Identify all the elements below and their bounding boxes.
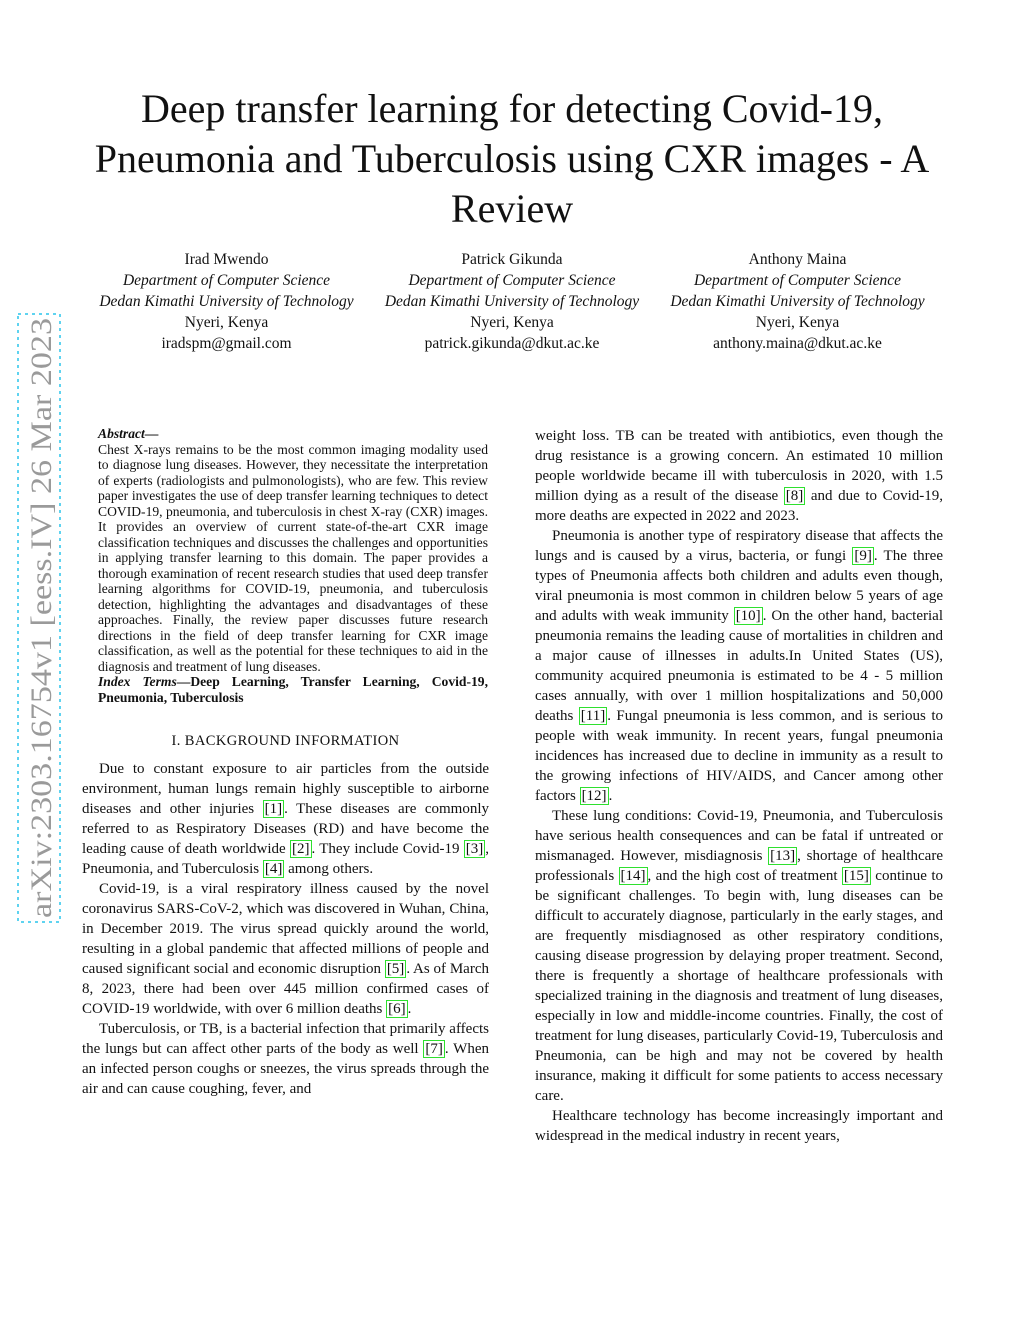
author-1	[84, 249, 369, 354]
author-city: Nyeri, Kenya	[184, 314, 269, 331]
index-terms	[98, 674, 488, 705]
author-university: Dedan Kimathi University of Technology	[670, 293, 925, 310]
title-line: Review	[450, 186, 574, 231]
author-department: Department of Computer Science	[693, 272, 902, 289]
abstract	[98, 426, 488, 674]
right-paragraphs	[535, 426, 943, 1146]
citation-link[interactable]: [9]	[854, 548, 872, 564]
citation-link[interactable]: [2]	[292, 841, 310, 857]
author-department: Department of Computer Science	[408, 272, 616, 289]
citation-link[interactable]: [14]	[620, 868, 646, 884]
author-name: Irad Mwendo	[184, 251, 269, 268]
index-terms-label: Index Terms	[98, 674, 177, 689]
citation-link[interactable]: [12]	[581, 788, 607, 804]
author-city: Nyeri, Kenya	[755, 314, 840, 331]
arxiv-stamp	[14, 312, 64, 924]
author-city: Nyeri, Kenya	[470, 314, 554, 331]
citation-link[interactable]: [4]	[264, 861, 283, 877]
author-email[interactable]: anthony.maina@dkut.ac.ke	[713, 335, 882, 352]
author-3	[655, 249, 940, 354]
title-line: Deep transfer learning for detecting Covid-19,	[141, 86, 883, 131]
author-email[interactable]: iradspm@gmail.com	[161, 335, 292, 352]
body-paragraph: Due to constant exposure to air particles from the outside environment, human lungs remain highly susceptible to airborne diseases and other injuries [1] . These diseases are commonly referred to as Respiratory Diseases (RD) and have become the leading cause of death worldwide [2] . They include Covid-19 [3] , Pneumonia, and Tuberculosis [4] among others.	[82, 761, 490, 877]
arxiv-id-text: arXiv:2303.16754v1 [eess.IV] 26 Mar 2023	[25, 389, 58, 918]
author-university: Dedan Kimathi University of Technology	[99, 293, 354, 310]
body-paragraph: Tuberculosis, or TB, is a bacterial infection that primarily affects the lungs but can affect other parts of the body as well [7] . When an infected person coughs or sneezes, the virus spreads through the air and can cause coughing, fever, and	[82, 1021, 490, 1097]
citation-link[interactable]: [10]	[735, 608, 761, 624]
citation-link[interactable]: [11]	[580, 708, 606, 724]
author-name: Patrick Gikunda	[461, 251, 563, 268]
title-line: Pneumonia and Tuberculosis using CXR images - A	[94, 136, 930, 181]
author-department: Department of Computer Science	[122, 272, 331, 289]
abstract-heading: Abstract—	[98, 426, 159, 441]
author-university: Dedan Kimathi University of Technology	[384, 293, 640, 310]
author-block	[84, 249, 940, 354]
citation-link[interactable]: [3]	[465, 841, 484, 857]
citation-link[interactable]: [15]	[843, 868, 869, 884]
abstract-text: Chest X-rays remains to be the most common imaging modality used to diagnose lung diseases. However, they necessitate the interpretation of experts (radiologists and pulmonologists), who are few. This review paper investigates the use of deep transfer learning techniques to detect COVID-19, pneumonia, and tuberculosis in chest X-ray (CXR) images. It provides an overview of current state-of-the-art CXR image classification techniques and discusses the challenges and opportunities in applying transfer learning to this domain. The paper provides a thorough examination of recent research studies that used deep transfer learning algorithms for COVID-19, pneumonia, and tuberculosis detection, highlighting the advantages and disadvantages of these approaches. Finally, the review paper discusses future research directions in the field of deep transfer learning for CXR image classification, as well as the potential for these techniques to aid in the diagnosis and treatment of lung diseases.	[98, 441, 488, 674]
citation-link[interactable]: [6]	[388, 1001, 406, 1017]
author-name: Anthony Maina	[748, 251, 847, 268]
citation-link[interactable]: [13]	[770, 848, 796, 864]
author-2	[370, 249, 655, 354]
body-paragraph: These lung conditions: Covid-19, Pneumonia, and Tuberculosis have serious health consequences and can be fatal if untreated or mismanaged. However, misdiagnosis [13] , shortage of healthcare professionals [14] , and the high cost of treatment [15] continue to be significant challenges. To begin with, lung diseases can be difficult to accurately diagnose, particularly in the early stages, and are frequently misdiagnosed as other respiratory conditions, causing disease progression by delaying proper treatment. Second, there is frequently a shortage of healthcare professionals with specialized training in the diagnosis and treatment of lung diseases, especially in low and middle-income countries. Finally, the cost of treatment for lung diseases, particularly Covid-19, Tuberculosis and Pneumonia, can be high and may not be covered by health insurance, making it difficult for some patients to access necessary care.	[535, 808, 944, 1104]
body-paragraph: Healthcare technology has become increasingly important and widespread in the medical industry in recent years,	[535, 1108, 943, 1144]
right-column	[535, 426, 943, 1146]
citation-link[interactable]: [8]	[785, 488, 804, 504]
citation-link[interactable]: [1]	[264, 801, 283, 817]
citation-link[interactable]: [7]	[425, 1041, 443, 1057]
paper-title	[80, 84, 944, 234]
body-paragraph: weight loss. TB can be treated with antibiotics, even though the drug resistance is a growing concern. An estimated 10 million people worldwide became ill with tuberculosis in 2020, with 1.5 million dying as a result of the disease [8] and due to Covid-19, more deaths are expected in 2022 and 2023.	[535, 428, 943, 524]
left-column	[82, 426, 489, 1099]
body-paragraph: Covid-19, is a viral respiratory illness caused by the novel coronavirus SARS-CoV-2, which was discovered in Wuhan, China, in December 2019. The virus spread quickly around the world, resulting in a global pandemic that affected millions of people and caused significant social and economic disruption [5] . As of March 8, 2023, there had been over 445 million confirmed cases of COVID-19 worldwide, with over 6 million deaths [6] .	[82, 881, 489, 1017]
index-terms-text: —Deep Learning, Transfer Learning, Covid-19, Pneumonia, Tuberculosis	[98, 674, 488, 705]
author-email[interactable]: patrick.gikunda@dkut.ac.ke	[424, 335, 600, 352]
left-paragraphs	[82, 759, 489, 1099]
section-title: I. BACKGROUND INFORMATION	[171, 733, 400, 749]
citation-link[interactable]: [5]	[386, 961, 405, 977]
body-paragraph: Pneumonia is another type of respiratory disease that affects the lungs and is caused by a virus, bacteria, or fungi [9] . The three types of Pneumonia affects both children and adults even though, viral pneumonia is most common in children below 5 years of age and adults with weak immunity [10] . On the other hand, bacterial pneumonia remains the leading cause of mortalities in children and a major cause of illnesses in adults.In United States (US), community acquired pneumonia is estimated to be 4 - 5 million cases annually, with over 1 million hospitalizations and 50,000 deaths [11] . Fungal pneumonia is less common, and is serious to people with weak immunity. In recent years, fungal pneumonia incidences has increased due to decline in immunity as a result to the growing infections of HIV/AIDS, and Cancer among other factors [12] .	[535, 528, 943, 804]
